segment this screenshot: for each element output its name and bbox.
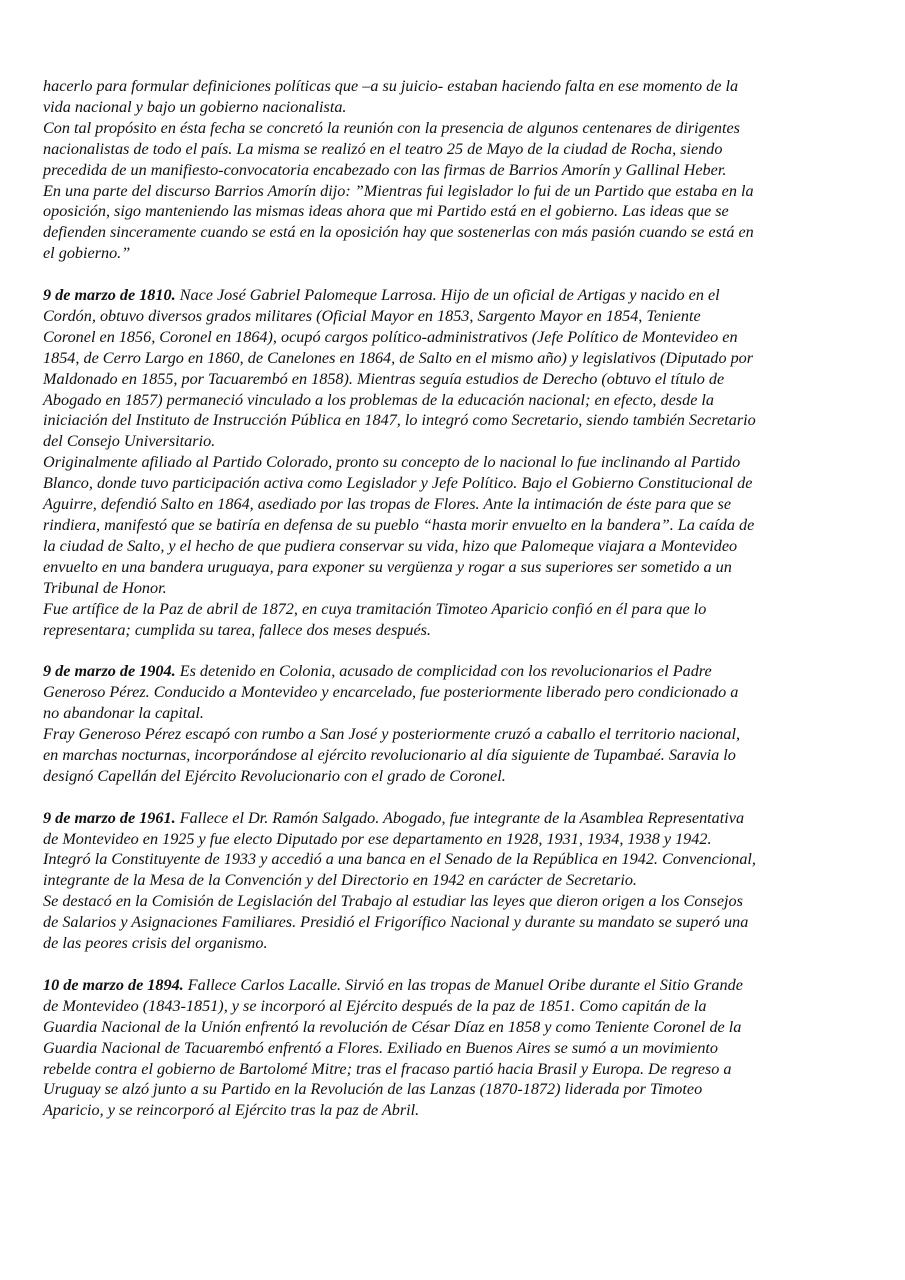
document-page <box>43 76 855 1121</box>
entry-text: Nace José Gabriel Palomeque Larrosa. Hijo de un oficial de Artigas y nacido en el Cordón, obtuvo diversos grados militares (Oficial Mayor en 1853, Sargento Mayor en 1854, Teniente Coronel en 1856, Coronel en 1864), ocupó cargos político-administrativos (Jefe Político de Montevideo en 1854, de Cerro Largo en 1860, de Canelones en 1864, de Salto en el mismo año) y legislativos (Diputado por Maldonado en 1855, por Tacuarembó en 1858). Mientras seguía estudios de Derecho (obtuvo el título de Abogado en 1857) permaneció vinculado a los problemas de la educación nacional; en efecto, desde la iniciación del Instituto de Instrucción Pública en 1847, lo integró como Secretario, siendo también Secretario del Consejo Universitario. <box>43 286 756 451</box>
entry-1961 <box>43 808 855 954</box>
intro-paragraph-1: hacerlo para formular definiciones políticas que –a su juicio- estaban haciendo falta en ese momento de la vida nacional y bajo un gobierno nacionalista. <box>43 77 739 116</box>
paragraph-spacer <box>43 640 855 661</box>
entry-paragraph: Fray Generoso Pérez escapó con rumbo a San José y posteriormente cruzó a caballo el territorio nacional, en marchas nocturnas, incorporándose al ejército revolucionario al día siguiente de Tupambaé. Saravia lo designó Capellán del Ejército Revolucionario con el grado de Coronel. <box>43 725 740 785</box>
entry-date: 9 de marzo de 1904. <box>43 662 176 681</box>
entry-paragraph <box>43 285 855 452</box>
paragraph-spacer <box>43 954 855 975</box>
entry-paragraph: Se destacó en la Comisión de Legislación del Trabajo al estudiar las leyes que dieron origen a los Consejos de Salarios y Asignaciones Familiares. Presidió el Frigorífico Nacional y durante su mandato se superó una de las peores crisis del organismo. <box>43 892 749 953</box>
entry-date: 10 de marzo de 1894. <box>43 975 184 994</box>
entry-paragraph <box>43 975 855 1121</box>
entry-text: Es detenido en Colonia, acusado de complicidad con los revolucionarios el Padre Generoso Pérez. Conducido a Montevideo y encarcelado, fue posteriormente liberado pero condicionado a no abandonar la capital. <box>43 662 739 723</box>
paragraph-spacer <box>43 264 855 285</box>
entry-date: 9 de marzo de 1810. <box>43 286 176 305</box>
entry-paragraph <box>43 808 855 892</box>
paragraph-spacer <box>43 787 855 808</box>
entry-text: Fallece Carlos Lacalle. Sirvió en las tropas de Manuel Oribe durante el Sitio Grande de Montevideo (1843-1851), y se incorporó al Ejército después de la paz de 1851. Como capitán de la Guardia Nacional de la Unión enfrentó la revolución de César Díaz en 1858 y como Teniente Coronel de la Guardia Nacional de Tacuarembó enfrentó a Flores. Exiliado en Buenos Aires se sumó a un movimiento rebelde contra el gobierno de Bartolomé Mitre; tras el fracaso partió hacia Brasil y Europa. De regreso a Uruguay se alzó junto a su Partido en la Revolución de las Lanzas (1870-1872) liderada por Timoteo Aparicio, y se reincorporó al Ejército tras la paz de Abril. <box>43 975 743 1120</box>
entry-1904 <box>43 661 855 786</box>
entry-text: Fallece el Dr. Ramón Salgado. Abogado, fue integrante de la Asamblea Representativa de Montevideo en 1925 y fue electo Diputado por ese departamento en 1928, 1931, 1934, 1938 y 1942. Integró la Constituyente de 1933 y accedió a una banca en el Senado de la República en 1942. Convencional, integrante de la Mesa de la Convención y del Directorio en 1942 en carácter de Secretario. <box>43 808 756 890</box>
entry-1810 <box>43 285 855 640</box>
entry-date: 9 de marzo de 1961. <box>43 808 176 827</box>
intro-paragraph-3: En una parte del discurso Barrios Amorín dijo: ”Mientras fui legislador lo fui de un Partido que estaba en la oposición, sigo manteniendo las mismas ideas ahora que mi Partido está en el gobierno. Las ideas que se defienden sinceramente cuando se está en la oposición hay que sostenerlas con más pasión cuando se está en el gobierno.” <box>43 181 754 263</box>
entry-1894 <box>43 975 855 1121</box>
entry-paragraph: Fue artífice de la Paz de abril de 1872, en cuya tramitación Timoteo Aparicio confió en él para que lo representara; cumplida su tarea, fallece dos meses después. <box>43 599 707 639</box>
entry-paragraph <box>43 661 855 724</box>
entry-paragraph: Originalmente afiliado al Partido Colorado, pronto su concepto de lo nacional lo fue inclinando al Partido Blanco, donde tuvo participación activa como Legislador y Jefe Político. Bajo el Gobierno Constitucional de Aguirre, defendió Salto en 1864, asediado por las tropas de Flores. Ante la intimación de éste para que se rindiera, manifestó que se batiría en defensa de su pueblo “hasta morir envuelto en la bandera”. La caída de la ciudad de Salto, y el hecho de que pudiera conservar su vida, hizo que Palomeque viajara a Montevideo envuelto en una bandera uruguaya, para exponer su vergüenza y rogar a sus superiores ser sometido a un Tribunal de Honor. <box>43 453 755 597</box>
intro-paragraph-2: Con tal propósito en ésta fecha se concretó la reunión con la presencia de algunos centenares de dirigentes nacionalistas de todo el país. La misma se realizó en el teatro 25 de Mayo de la ciudad de Rocha, siendo precedida de un manifiesto-convocatoria encabezado con las firmas de Barrios Amorín y Gallinal Heber. <box>43 118 740 179</box>
